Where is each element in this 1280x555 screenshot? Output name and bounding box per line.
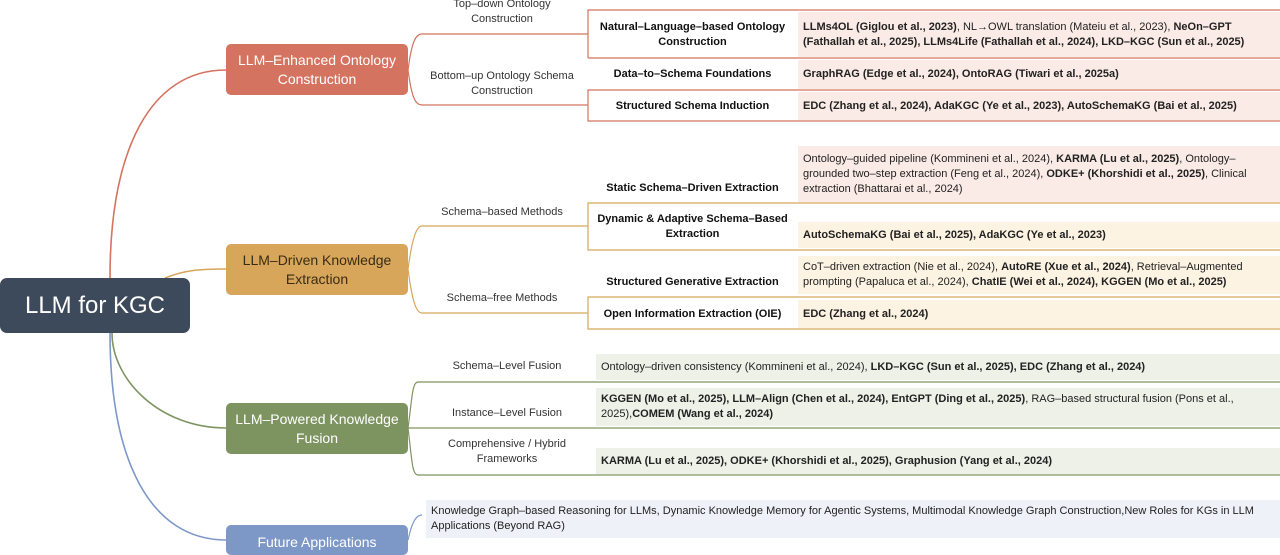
citation-bold: KGGEN (Mo et al., 2025), LLM–Align (Chen et al., 2024), EntGPT (Ding et al., 2025) [601,393,1026,405]
detail-future-applications [426,500,1280,538]
detail-structured-generative [798,256,1280,294]
detail-instance-level-fusion [596,388,1280,426]
citation-text: Ontology–driven consistency (Kommineni et al., 2024), [601,360,871,373]
group-hybrid-frameworks: Comprehensive / Hybrid Frameworks [448,438,566,465]
leaf-open-information-extraction[interactable]: Open Information Extraction (OIE) [603,307,782,320]
citation-bold: EDC (Zhang et al., 2024) [803,307,929,320]
leaf-structured-schema-induction[interactable]: Structured Schema Induction [615,99,770,112]
branch-future-applications[interactable]: Future Applications [226,525,408,555]
leaf-dynamic-adaptive-schema[interactable]: Dynamic & Adaptive Schema–Based Extraction [597,213,788,240]
detail-structured-schema-induction [798,92,1280,120]
citation-bold: KARMA (Lu et al., 2025) [1056,152,1180,165]
detail-text [431,504,1275,534]
group-schema-based: Schema–based Methods [441,205,563,218]
detail-text [803,228,1106,243]
leaf-static-schema-extraction[interactable]: Static Schema–Driven Extraction [606,181,779,194]
citation-bold: KARMA (Lu et al., 2025), ODKE+ (Khorshidi et al., 2025), Graphusion (Yang et al., 2024) [601,454,1053,467]
detail-schema-level-fusion [596,354,1280,380]
branch-ontology-construction[interactable]: LLM–Enhanced Ontology Construction [226,44,408,95]
detail-static-schema-extraction [798,146,1280,202]
leaf-data-to-schema[interactable]: Data–to–Schema Foundations [613,68,772,80]
group-top-down-ontology: Top–down Ontology Construction [453,0,551,25]
detail-text [803,20,1275,50]
group-schema-free: Schema–free Methods [446,291,558,304]
citation-text: , RAG–based structural fusion (Pons et al., 2025), [601,393,1234,420]
detail-text [803,152,1275,197]
detail-text [803,99,1237,114]
citation-bold: EDC (Zhang et al., 2024), AdaKGC (Ye et al., 2023), AutoSchemaKG (Bai et al., 2025) [803,99,1237,112]
branch-knowledge-extraction[interactable]: LLM–Driven Knowledge Extraction [226,244,408,295]
citation-text: Knowledge Graph–based Reasoning for LLMs, Dynamic Knowledge Memory for Agentic Systems, Multimodal Knowledge Graph Construction,New Roles for KGs in LLM Applications (Beyond RAG) [431,505,1254,532]
detail-nl-ontology-construction [798,12,1280,57]
branch-knowledge-fusion[interactable]: LLM–Powered Knowledge Fusion [226,403,408,454]
citation-text: CoT–driven extraction (Nie et al., 2024), [803,261,1002,273]
detail-text [803,260,1275,290]
citation-text: , Retrieval–Augmented prompting (Papaluca et al., 2024), [803,261,1243,288]
leaf-structured-generative[interactable]: Structured Generative Extraction [606,275,779,288]
group-instance-level-fusion: Instance–Level Fusion [451,406,563,419]
citation-bold: AutoRE (Xue et al., 2024) [1001,261,1131,273]
detail-text [601,454,1052,469]
citation-bold: AutoSchemaKG (Bai et al., 2025), AdaKGC (Ye et al., 2023) [803,228,1106,241]
detail-text [601,392,1275,422]
detail-data-to-schema [798,60,1280,89]
group-schema-level-fusion: Schema–Level Fusion [452,359,562,372]
detail-open-information-extraction [798,300,1280,328]
citation-bold: NeOn–GPT (Fathallah et al., 2025), LLMs4Life (Fathallah et al., 2024), LKD–KGC (Sun et al., 2025) [803,20,1245,48]
detail-hybrid-frameworks [596,448,1280,474]
leaf-nl-ontology-construction[interactable]: Natural–Language–based Ontology Construction [599,20,786,48]
detail-dynamic-adaptive-schema [798,222,1280,248]
root-node[interactable]: LLM for KGC [0,278,190,333]
citation-bold: ChatIE (Wei et al., 2024), KGGEN (Mo et al., 2025) [971,276,1227,288]
citation-text: , NL→OWL translation (Mateiu et al., 2023), [956,20,1174,33]
citation-bold: GraphRAG (Edge et al., 2024), OntoRAG (Tiwari et al., 2025a) [803,68,1119,80]
citation-bold: ODKE+ (Khorshidi et al., 2025) [1046,167,1205,180]
detail-text [803,307,928,322]
citation-text: Ontology–guided pipeline (Kommineni et al., 2024), [803,152,1057,165]
detail-text [803,67,1119,82]
group-bottom-up-schema: Bottom–up Ontology Schema Construction [430,70,574,97]
citation-bold: LLMs4OL (Giglou et al., 2023) [803,20,957,33]
detail-text [601,360,1145,375]
citation-bold: LKD–KGC (Sun et al., 2025), EDC (Zhang et al., 2024) [870,360,1146,373]
citation-text: , Clinical extraction (Bhattarai et al., 2024) [803,167,1247,195]
citation-bold: COMEM (Wang et al., 2024) [632,408,773,420]
citation-text: , Ontology–grounded two–step extraction (Feng et al., 2024), [803,152,1236,180]
